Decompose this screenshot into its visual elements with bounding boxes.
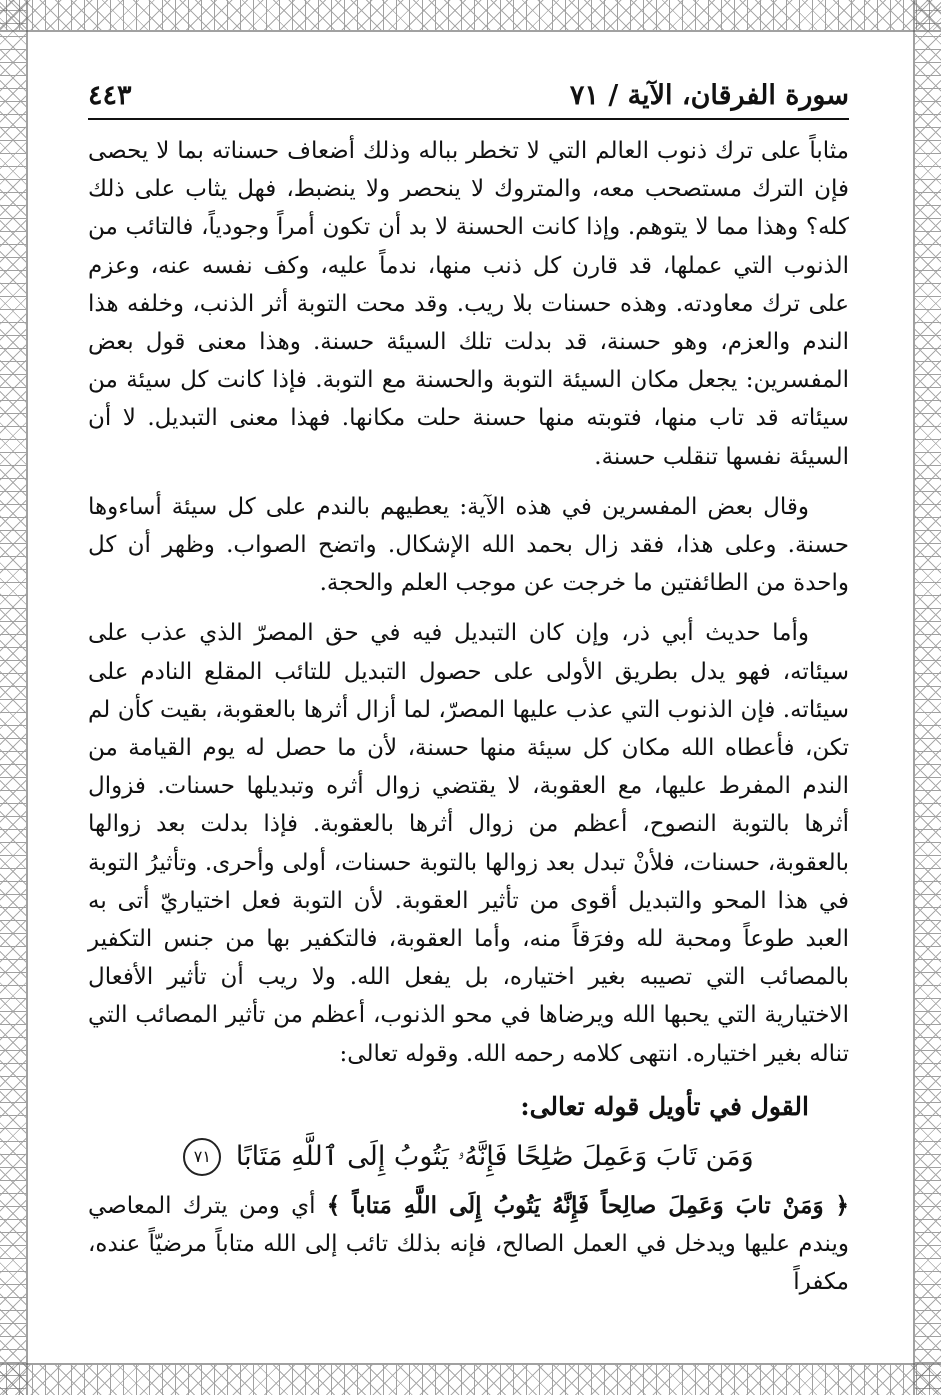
paragraph: مثاباً على ترك ذنوب العالم التي لا تخطر بباله وذلك أضعاف حسناته بما لا يحصى فإن الترك مستصحب معه، والمتروك لا ينحصر ولا ينضبط، فهل يثاب على ذلك كله؟ وهذا مما لا يتوهم. وإذا كانت الحسنة لا بد أن تكون أمراً وجودياً، فالتائب من الذنوب التي عملها، قد قارن كل ذنب منها، ندماً عليه، وكف نفسه عنه، وعزم على ترك معاودته. وهذه حسنات بلا ريب. وقد محت التوبة أثر الذنب، وخلفه هذا الندم والعزم، وهو حسنة، قد بدلت تلك السيئة حسنة. وهذا معنى قول بعض المفسرين: يجعل مكان السيئة التوبة والحسنة مع التوبة. فإذا كانت كل سيئة من سيئاته قد تاب منها، فتوبته منها حسنة حلت مكانها. فهذا معنى التبديل. لا أن السيئة نفسها تنقلب حسنة. (88, 138, 849, 470)
ornamental-border-bottom (0, 1363, 941, 1395)
ornamental-border-right (913, 0, 941, 1395)
ornamental-border-top (0, 0, 941, 32)
ornamental-border-left (0, 0, 28, 1395)
page-content (88, 78, 849, 1313)
quran-verse (88, 1133, 849, 1181)
commentary-paragraph (88, 1187, 849, 1302)
ayah-number-marker: ٧١ (183, 1138, 221, 1176)
running-header (88, 78, 849, 120)
section-heading: القول في تأويل قوله تعالى: (520, 1091, 809, 1121)
verse-text: وَمَن تَابَ وَعَمِلَ صَٰلِحًا فَإِنَّهُۥ يَتُوبُ إِلَى ٱللَّهِ مَتَابًا (235, 1140, 754, 1172)
commentary-text: أي ومن يترك المعاصي ويندم عليها ويدخل في العمل الصالح، فإنه بذلك تائب إلى الله متاباً مرضيّاً عنده، مكفراً (88, 1192, 849, 1296)
page-number: ٤٤٣ (88, 80, 132, 111)
header-title: سورة الفرقان، الآية / ٧١ (569, 80, 849, 111)
paragraph: وقال بعض المفسرين في هذه الآية: يعطيهم بالندم على كل سيئة أساءوها حسنة. وعلى هذا، فقد زال بحمد الله الإشكال. واتضح الصواب. وظهر أن كل واحدة من الطائفتين ما خرجت عن موجب العلم والحجة. (88, 493, 849, 597)
verse-quote: ﴿ وَمَنْ تابَ وَعَمِلَ صالِحاً فَإِنَّهُ يَتُوبُ إِلَى اللَّهِ مَتاباً ﴾ (326, 1191, 850, 1219)
body-text (88, 132, 849, 1301)
paragraph: وأما حديث أبي ذر، وإن كان التبديل فيه في حق المصرّ الذي عذب على سيئاته، فهو يدل بطريق الأولى على حصول التبديل للتائب المقلع النادم على سيئاته. فإن الذنوب التي عذب عليها المصرّ، لما أزال أثرها بالعقوبة، بقيت كأن لم تكن، فأعطاه الله مكان كل سيئة منها حسنة، لأن ما حصل له يوم القيامة من الندم المفرط عليها، مع العقوبة، لا يقتضي زوال أثره وتبديلها حسنات. فزوال أثرها بالتوبة النصوح، أعظم من زوال أثرها بالعقوبة. فإذا بدلت بعد زوالها بالعقوبة، حسنات، فلأنْ تبدل بعد زوالها بالتوبة حسنات، أولى وأحرى. وتأثيرُ التوبة في هذا المحو والتبديل أقوى من تأثير العقوبة. لأن التوبة فعل اختياريّ أتى به العبد طوعاً ومحبة لله وفرَقاً منه، وأما العقوبة، فالتكفير بها من جنس التكفير بالمصائب التي تصيبه بغير اختياره، بل يفعل الله. ولا ريب أن تأثير الأفعال الاختيارية التي يحبها الله ويرضاها في محو الذنوب، أعظم من تأثير المصائب التي تناله بغير اختياره. انتهى كلامه رحمه الله. وقوله تعالى: (88, 620, 849, 1067)
